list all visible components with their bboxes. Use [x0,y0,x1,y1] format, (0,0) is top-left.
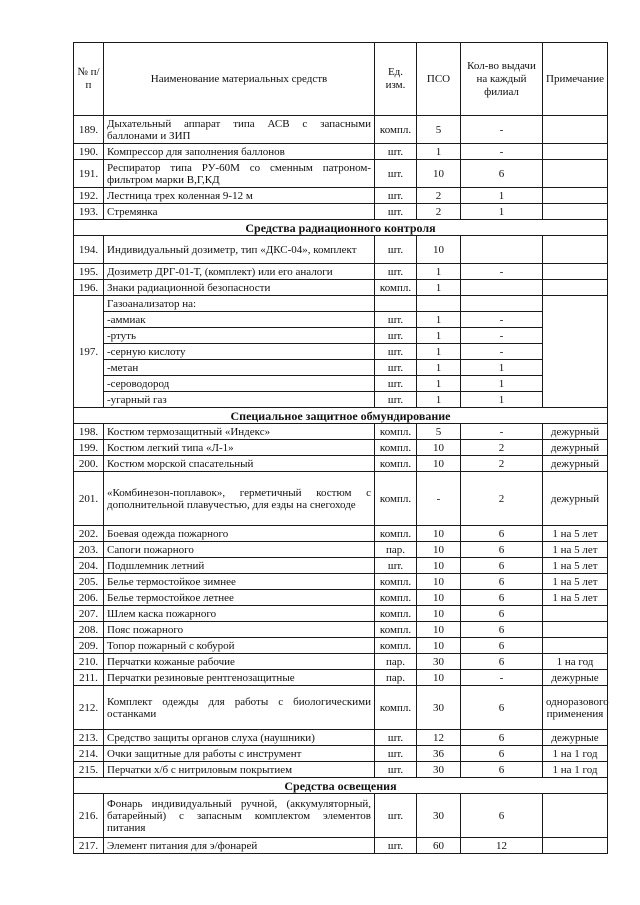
row-num: 201. [74,472,104,526]
row-note [543,606,608,622]
table-row [74,456,608,472]
section-title: Средства радиационного контроля [74,220,608,236]
row-num: 195. [74,264,104,280]
section-title: Специальное защитное обмундирование [74,408,608,424]
table-row [74,188,608,204]
row-num: 197. [74,296,104,408]
row-unit: пар. [375,654,417,670]
table-row [74,638,608,654]
row-name: Респиратор типа РУ-60М со сменным патроном-фильтром марки В,Г,КД [104,160,375,188]
row-unit: шт. [375,392,417,408]
row-name: -ртуть [104,328,375,344]
row-name: Шлем каска пожарного [104,606,375,622]
row-pso: 10 [417,558,461,574]
row-qty: - [461,312,543,328]
row-qty: 6 [461,746,543,762]
row-name: Костюм термозащитный «Индекс» [104,424,375,440]
row-num: 203. [74,542,104,558]
table-row [74,280,608,296]
row-pso: 1 [417,264,461,280]
row-name: Сапоги пожарного [104,542,375,558]
row-num: 191. [74,160,104,188]
row-note: дежурные [543,730,608,746]
table-row [74,204,608,220]
row-qty: 1 [461,204,543,220]
table-row [74,558,608,574]
row-num: 217. [74,838,104,854]
row-note [543,264,608,280]
row-unit: шт. [375,236,417,264]
table-row [74,472,608,526]
row-note [543,280,608,296]
row-pso: 30 [417,762,461,778]
row-pso: 36 [417,746,461,762]
row-unit: шт. [375,328,417,344]
row-name: Перчатки кожаные рабочие [104,654,375,670]
table-subrow [74,344,608,360]
row-pso: 30 [417,794,461,838]
row-num: 205. [74,574,104,590]
row-name: Пояс пожарного [104,622,375,638]
row-qty: - [461,328,543,344]
row-pso: 10 [417,606,461,622]
row-num: 208. [74,622,104,638]
row-unit: шт. [375,360,417,376]
row-pso: 1 [417,312,461,328]
materials-table [73,42,608,854]
row-note: дежурный [543,472,608,526]
row-pso: 2 [417,188,461,204]
row-num: 210. [74,654,104,670]
row-qty [461,236,543,264]
row-note [543,188,608,204]
table-row [74,116,608,144]
row-note: 1 на год [543,654,608,670]
row-name: Стремянка [104,204,375,220]
row-name: Газоанализатор на: [104,296,375,312]
row-note [543,296,608,408]
row-name: Очки защитные для работы с инструмент [104,746,375,762]
table-row [74,160,608,188]
table-row [74,838,608,854]
row-unit: компл. [375,526,417,542]
table-subrow [74,360,608,376]
row-unit: шт. [375,312,417,328]
row-unit: шт. [375,144,417,160]
row-num: 202. [74,526,104,542]
row-unit: компл. [375,574,417,590]
row-num: 204. [74,558,104,574]
table-row [74,526,608,542]
row-name: Фонарь индивидуальный ручной, (аккумуляторный, батарейный) с запасным комплектом элементов питания [104,794,375,838]
row-note [543,638,608,654]
row-note: дежурные [543,670,608,686]
row-pso: 12 [417,730,461,746]
row-unit: компл. [375,686,417,730]
row-qty: - [461,670,543,686]
row-name: Костюм легкий типа «Л-1» [104,440,375,456]
table-row [74,606,608,622]
row-pso: 30 [417,686,461,730]
row-qty: - [461,144,543,160]
table-row [74,794,608,838]
row-qty: 6 [461,762,543,778]
row-pso: - [417,472,461,526]
row-qty: 6 [461,686,543,730]
row-pso: 1 [417,392,461,408]
row-qty [461,280,543,296]
row-note: 1 на 5 лет [543,526,608,542]
table-row [74,670,608,686]
row-unit: компл. [375,424,417,440]
row-unit: шт. [375,264,417,280]
row-name: -сероводород [104,376,375,392]
row-num: 194. [74,236,104,264]
row-note: 1 на 5 лет [543,558,608,574]
table-row [74,590,608,606]
table-row [74,440,608,456]
row-note: 1 на 5 лет [543,590,608,606]
row-unit: компл. [375,116,417,144]
row-num: 189. [74,116,104,144]
table-row [74,762,608,778]
row-name: Комплект одежды для работы с биологическими останками [104,686,375,730]
row-pso: 1 [417,360,461,376]
row-name: -аммиак [104,312,375,328]
table-subrow [74,328,608,344]
row-name: Перчатки х/б с нитриловым покрытием [104,762,375,778]
table-row [74,542,608,558]
row-unit: компл. [375,638,417,654]
section-header-row [74,408,608,424]
row-note: 1 на 5 лет [543,542,608,558]
row-name: Средство защиты органов слуха (наушники) [104,730,375,746]
table-row [74,144,608,160]
row-qty: 1 [461,376,543,392]
row-qty: 6 [461,730,543,746]
row-pso: 10 [417,456,461,472]
row-pso: 5 [417,116,461,144]
row-name: Боевая одежда пожарного [104,526,375,542]
table-row [74,264,608,280]
header-unit: Ед. изм. [375,43,417,116]
header-qty: Кол-во выдачи на каждый филиал [461,43,543,116]
row-num: 193. [74,204,104,220]
row-num: 192. [74,188,104,204]
row-num: 212. [74,686,104,730]
table-row [74,686,608,730]
row-pso: 1 [417,344,461,360]
row-num: 199. [74,440,104,456]
row-name: Топор пожарный с кобурой [104,638,375,654]
row-pso: 30 [417,654,461,670]
table-subrow [74,312,608,328]
row-qty: 12 [461,838,543,854]
row-note [543,236,608,264]
row-note: дежурный [543,424,608,440]
row-pso: 2 [417,204,461,220]
row-name: -метан [104,360,375,376]
row-qty: 6 [461,590,543,606]
row-num: 216. [74,794,104,838]
row-qty: 6 [461,654,543,670]
row-note: 1 на 1 год [543,746,608,762]
section-header-row [74,778,608,794]
row-pso: 1 [417,280,461,296]
row-num: 215. [74,762,104,778]
row-name: «Комбинезон-поплавок», герметичный костюм с дополнительной плавучестью, для езды на снегоходе [104,472,375,526]
row-note [543,794,608,838]
row-qty: 1 [461,392,543,408]
row-pso: 10 [417,638,461,654]
row-qty: 6 [461,160,543,188]
table-header-row [74,43,608,116]
row-unit: шт. [375,730,417,746]
row-qty: 6 [461,622,543,638]
row-pso: 60 [417,838,461,854]
row-note: дежурный [543,456,608,472]
row-num: 214. [74,746,104,762]
row-name: Компрессор для заполнения баллонов [104,144,375,160]
row-pso: 10 [417,622,461,638]
row-qty [461,296,543,312]
row-pso: 10 [417,440,461,456]
row-note: 1 на 5 лет [543,574,608,590]
table-row [74,746,608,762]
row-num: 207. [74,606,104,622]
row-unit: шт. [375,160,417,188]
row-note [543,838,608,854]
row-pso: 1 [417,328,461,344]
row-unit: компл. [375,280,417,296]
table-subrow [74,392,608,408]
row-qty: 6 [461,542,543,558]
table-subrow [74,376,608,392]
row-num: 213. [74,730,104,746]
row-qty: - [461,116,543,144]
header-pso: ПСО [417,43,461,116]
row-unit: шт. [375,204,417,220]
row-note: одноразового применения [543,686,608,730]
row-num: 196. [74,280,104,296]
row-unit: компл. [375,622,417,638]
row-note [543,204,608,220]
row-qty: 6 [461,794,543,838]
row-unit: пар. [375,542,417,558]
row-unit: компл. [375,472,417,526]
row-unit: шт. [375,794,417,838]
row-note [543,622,608,638]
row-unit: шт. [375,746,417,762]
table-row [74,236,608,264]
row-num: 211. [74,670,104,686]
row-unit: компл. [375,606,417,622]
row-num: 198. [74,424,104,440]
row-name: Индивидуальный дозиметр, тип «ДКС-04», комплект [104,236,375,264]
row-unit: шт. [375,762,417,778]
row-pso [417,296,461,312]
row-unit: шт. [375,838,417,854]
table-row [74,654,608,670]
row-num: 206. [74,590,104,606]
row-name: Элемент питания для э/фонарей [104,838,375,854]
row-qty: - [461,344,543,360]
row-name: -угарный газ [104,392,375,408]
row-unit: пар. [375,670,417,686]
header-note: Примечание [543,43,608,116]
row-note [543,116,608,144]
row-pso: 10 [417,574,461,590]
row-name: Знаки радиационной безопасности [104,280,375,296]
section-header-row [74,220,608,236]
row-num: 190. [74,144,104,160]
row-num: 209. [74,638,104,654]
header-name: Наименование материальных средств [104,43,375,116]
row-pso: 10 [417,160,461,188]
row-qty: 6 [461,606,543,622]
table-row [74,424,608,440]
row-note: дежурный [543,440,608,456]
section-title: Средства освещения [74,778,608,794]
row-qty: 6 [461,558,543,574]
row-unit: компл. [375,456,417,472]
row-note [543,144,608,160]
row-name: Дозиметр ДРГ-01-Т, (комплект) или его аналоги [104,264,375,280]
row-pso: 10 [417,236,461,264]
row-note: 1 на 1 год [543,762,608,778]
row-qty: 6 [461,526,543,542]
row-pso: 5 [417,424,461,440]
row-qty: 2 [461,440,543,456]
row-qty: 1 [461,360,543,376]
row-qty: 6 [461,638,543,654]
row-unit: компл. [375,590,417,606]
row-unit: компл. [375,440,417,456]
row-unit: шт. [375,188,417,204]
header-num: № п/п [74,43,104,116]
row-name: Белье термостойкое летнее [104,590,375,606]
row-qty: - [461,264,543,280]
row-qty: 2 [461,456,543,472]
row-qty: 1 [461,188,543,204]
row-name: Белье термостойкое зимнее [104,574,375,590]
row-name: -серную кислоту [104,344,375,360]
row-name: Дыхательный аппарат типа АСВ с запасными баллонами и ЗИП [104,116,375,144]
row-qty: - [461,424,543,440]
row-qty: 2 [461,472,543,526]
row-pso: 10 [417,670,461,686]
row-name: Подшлемник летний [104,558,375,574]
row-unit [375,296,417,312]
row-name: Костюм морской спасательный [104,456,375,472]
table-row [74,574,608,590]
row-unit: шт. [375,558,417,574]
row-unit: шт. [375,376,417,392]
row-pso: 10 [417,590,461,606]
row-name: Лестница трех коленная 9-12 м [104,188,375,204]
row-pso: 10 [417,526,461,542]
table-row [74,296,608,312]
table-row [74,730,608,746]
row-pso: 10 [417,542,461,558]
row-qty: 6 [461,574,543,590]
row-unit: шт. [375,344,417,360]
row-pso: 1 [417,144,461,160]
row-name: Перчатки резиновые рентгенозащитные [104,670,375,686]
row-pso: 1 [417,376,461,392]
row-note [543,160,608,188]
table-row [74,622,608,638]
row-num: 200. [74,456,104,472]
